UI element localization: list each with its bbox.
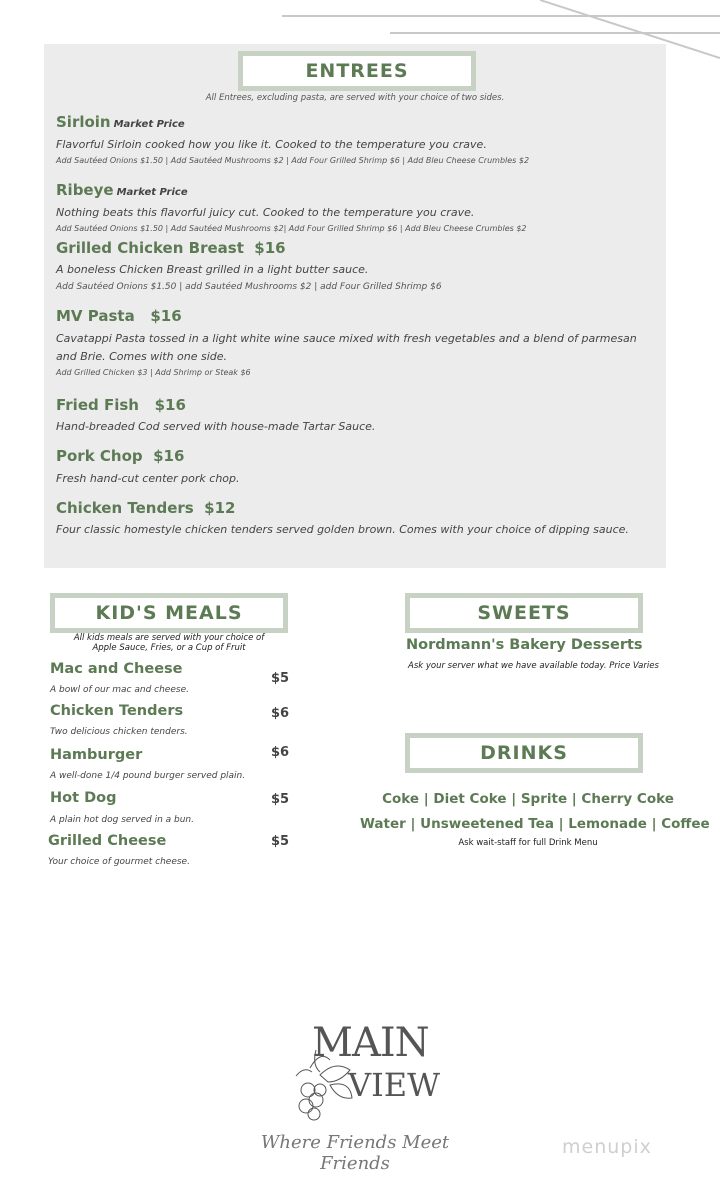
entrees-header: ENTREES bbox=[238, 51, 476, 91]
entree-description: A boneless Chicken Breast grilled in a light butter sauce. bbox=[56, 263, 369, 276]
entree-title: Pork Chop $16 bbox=[56, 447, 185, 465]
kids-meals-header: KID'S MEALS bbox=[50, 593, 288, 633]
entree-title: Chicken Tenders $12 bbox=[56, 499, 236, 517]
kid-item-description: Two delicious chicken tenders. bbox=[50, 727, 188, 737]
entree-description: Cavatappi Pasta tossed in a light white wine sauce mixed with fresh vegetables and a blend of parmesan and Brie. Comes with one side. bbox=[56, 332, 637, 363]
drinks-note: Ask wait-staff for full Drink Menu bbox=[458, 838, 598, 848]
kid-item-title: Hot Dog bbox=[50, 790, 117, 806]
kid-item-title: Hamburger bbox=[50, 747, 143, 763]
sweets-item: Nordmann's Bakery Desserts bbox=[406, 637, 643, 653]
entree-title: Fried Fish $16 bbox=[56, 396, 186, 414]
entree-description: Hand-breaded Cod served with house-made Tartar Sauce. bbox=[56, 420, 376, 433]
entree-addons: Add Sautéed Onions $1.50 | Add Sautéed Mushrooms $2| Add Four Grilled Shrimp $6 | Add Bleu Cheese Crumbles $2 bbox=[56, 224, 527, 233]
kid-item-price: $5 bbox=[271, 671, 290, 686]
entree-addons: Add Sautéed Onions $1.50 | Add Sautéed Mushrooms $2 | Add Four Grilled Shrimp $6 | Add Bleu Cheese Crumbles $2 bbox=[56, 156, 530, 165]
entree-description: Flavorful Sirloin cooked how you like it. Cooked to the temperature you crave. bbox=[56, 138, 487, 151]
main-view-logo bbox=[290, 1020, 440, 1130]
logo-word-view: VIEW bbox=[348, 1066, 440, 1104]
entree-addons: Add Grilled Chicken $3 | Add Shrimp or Steak $6 bbox=[56, 368, 251, 377]
entree-description: Four classic homestyle chicken tenders served golden brown. Comes with your choice of dipping sauce. bbox=[56, 523, 629, 536]
kid-item-description: A well-done 1/4 pound burger served plain. bbox=[50, 771, 246, 781]
kid-item-title: Grilled Cheese bbox=[48, 833, 167, 849]
kid-item-price: $6 bbox=[271, 745, 290, 760]
logo-word-main: MAIN bbox=[312, 1020, 429, 1066]
kid-item-title: Mac and Cheese bbox=[50, 661, 183, 677]
drinks-list-line1: Coke | Diet Coke | Sprite | Cherry Coke bbox=[382, 791, 674, 807]
entree-title: Ribeye Market Price bbox=[56, 181, 188, 199]
kid-item-description: A plain hot dog served in a bun. bbox=[50, 815, 194, 825]
entree-title: MV Pasta $16 bbox=[56, 307, 182, 325]
entree-title: Sirloin Market Price bbox=[56, 113, 185, 131]
kid-item-price: $6 bbox=[271, 706, 290, 721]
entrees-note: All Entrees, excluding pasta, are served with your choice of two sides. bbox=[205, 93, 505, 103]
kids-note: All kids meals are served with your choice of Apple Sauce, Fries, or a Cup of Fruit bbox=[73, 633, 265, 653]
drinks-header: DRINKS bbox=[405, 733, 643, 773]
kid-item-title: Chicken Tenders bbox=[50, 703, 184, 719]
kid-item-description: Your choice of gourmet cheese. bbox=[48, 857, 190, 867]
kid-item-price: $5 bbox=[271, 792, 290, 807]
entree-description: Fresh hand-cut center pork chop. bbox=[56, 472, 240, 485]
entree-addons: Add Sautéed Onions $1.50 | add Sautéed Mushrooms $2 | add Four Grilled Shrimp $6 bbox=[56, 282, 442, 292]
sweets-header: SWEETS bbox=[405, 593, 643, 633]
menupix-watermark: menupix bbox=[562, 1136, 652, 1158]
tagline: Where Friends Meet Friends bbox=[260, 1132, 450, 1174]
kid-item-description: A bowl of our mac and cheese. bbox=[50, 685, 189, 695]
entree-description: Nothing beats this flavorful juicy cut. Cooked to the temperature you crave. bbox=[56, 206, 475, 219]
sweets-note: Ask your server what we have available today. Price Varies bbox=[408, 661, 659, 671]
kid-item-price: $5 bbox=[271, 834, 290, 849]
drinks-list-line2: Water | Unsweetened Tea | Lemonade | Coffee bbox=[360, 816, 710, 832]
entree-title: Grilled Chicken Breast $16 bbox=[56, 239, 286, 257]
